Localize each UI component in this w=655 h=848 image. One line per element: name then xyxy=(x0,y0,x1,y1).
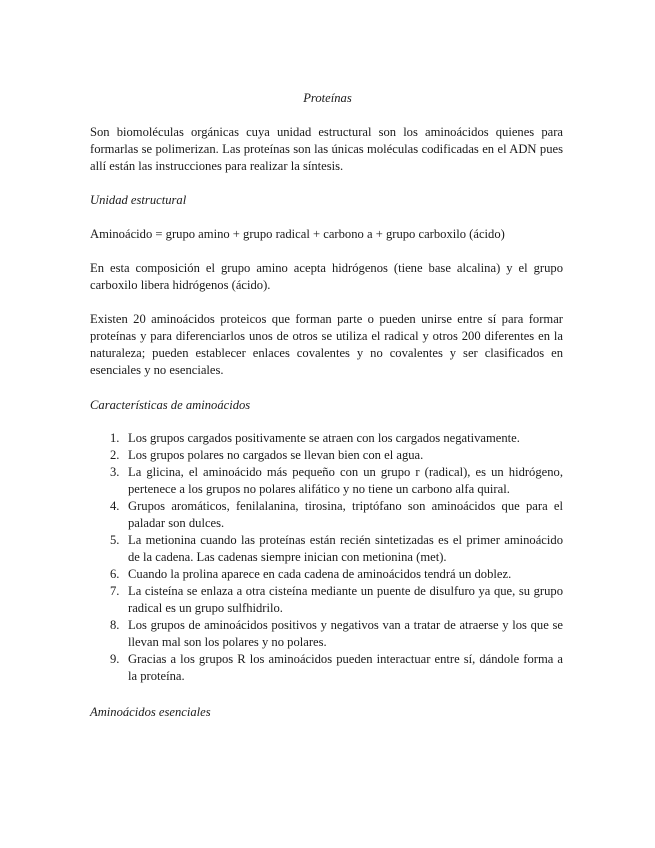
list-item: 4. Grupos aromáticos, fenilalanina, tirosina, triptófano son aminoácidos que para el paladar son dulces. xyxy=(110,499,563,530)
page-title: Proteínas xyxy=(303,91,352,105)
list-item: 9. Gracias a los grupos R los aminoácidos pueden interactuar entre sí, dándole forma a la proteína. xyxy=(110,652,563,683)
list-item: 1. Los grupos cargados positivamente se atraen con los cargados negativamente. xyxy=(110,431,520,445)
section-heading-caracteristicas: Características de aminoácidos xyxy=(90,398,251,412)
list-item: 6. Cuando la prolina aparece en cada cadena de aminoácidos tendrá un doblez. xyxy=(110,567,512,581)
list-item: 2. Los grupos polares no cargados se llevan bien con el agua. xyxy=(110,448,424,462)
list-item: 7. La cisteína se enlaza a otra cisteína mediante un puente de disulfuro ya que, su grupo radical es un grupo sulfhidrilo. xyxy=(110,584,563,615)
section-heading-aminoacidos-esenciales: Aminoácidos esenciales xyxy=(90,705,211,719)
list-item: 5. La metionina cuando las proteínas están recién sintetizadas es el primer aminoácido de la cadena. Las cadenas siempre inician con metionina (met). xyxy=(110,533,563,564)
intro-paragraph-block xyxy=(90,124,563,175)
characteristics-list xyxy=(90,430,563,685)
list-item: 8. Los grupos de aminoácidos positivos y negativos van a tratar de atraerse y los que se llevan mal son los polares y no polares. xyxy=(110,618,563,649)
intro-paragraph: Son biomoléculas orgánicas cuya unidad estructural son los aminoácidos quienes para formarlas se polimerizan. Las proteínas son las únicas moléculas codificadas en el ADN pues allí están las instrucciones para realizar la síntesis. xyxy=(90,125,563,173)
composition-paragraph: En esta composición el grupo amino acepta hidrógenos (tiene base alcalina) y el grupo carboxilo libera hidrógenos (ácido). xyxy=(90,261,563,292)
section-heading-unidad-estructural: Unidad estructural xyxy=(90,193,187,207)
existence-paragraph-block xyxy=(90,311,563,379)
formula-line: Aminoácido = grupo amino + grupo radical + carbono a + grupo carboxilo (ácido) xyxy=(90,227,505,241)
list-item: 3. La glicina, el aminoácido más pequeño con un grupo r (radical), es un hidrógeno, pertenece a los grupos no polares alifático y no tiene un carbono alfa quiral. xyxy=(110,465,563,496)
existence-paragraph: Existen 20 aminoácidos proteicos que forman parte o pueden unirse entre sí para formar proteínas y para diferenciarlos unos de otros se utiliza el radical y otros 200 diferentes en la naturaleza; pueden establecer enlaces covalentes y no covalentes y ser clasificados en esenciales y no esenciales. xyxy=(90,312,563,377)
composition-paragraph-block xyxy=(90,260,563,294)
